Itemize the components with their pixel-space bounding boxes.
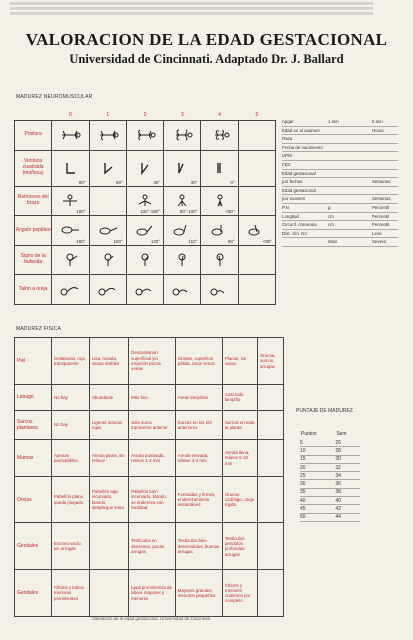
heel-ear-cell: [164, 275, 201, 305]
info-row: [282, 238, 398, 247]
arm-recoil-cell: [164, 186, 201, 216]
table-row: [300, 488, 360, 496]
puntaje-weeks: 26: [335, 439, 360, 447]
info-row: [282, 187, 398, 196]
row-label: Genitales: [15, 570, 52, 617]
table-cell: Pabellón bien incurvado, blando, se endereza con facilidad: [129, 476, 176, 523]
row-label: Piel: [15, 338, 52, 385]
table-cell: Mayores grandes, menores pequeños: [175, 570, 222, 617]
table-row: [15, 440, 284, 477]
angle-value: 110°: [188, 238, 198, 244]
arm-recoil-icon: [59, 194, 81, 208]
info-right: Percentil: [372, 204, 390, 210]
info-row: [282, 170, 398, 179]
table-cell: [257, 476, 283, 523]
table-cell: Sólo surco transverso anterior: [129, 411, 176, 440]
puntaje-points: 35: [300, 488, 335, 496]
table-cell: Testículos péndulos profundas arrugas: [222, 523, 257, 570]
table-cell: [257, 523, 283, 570]
table-cell: Gelatinosa, roja, transparente: [52, 338, 90, 385]
table-cell: Escroto vacío, sin arrugas: [52, 523, 90, 570]
wrist-angle-icon: [171, 161, 193, 175]
puntaje-points: 5: [300, 439, 335, 447]
heel-ear-cell: [52, 275, 89, 305]
scarf-cell: [201, 245, 238, 275]
table-cell: Gruesa, surcos, arrugas: [257, 338, 283, 385]
page-title: VALORACION DE LA EDAD GESTACIONAL: [25, 30, 388, 49]
info-right: Percentil: [372, 222, 390, 228]
info-left: Dist. clín. No: [282, 230, 307, 236]
puntaje-header: Puntos: [301, 430, 317, 437]
popliteal-cell: [126, 216, 163, 246]
puntaje-points: 25: [300, 472, 335, 480]
heel-to-ear-icon: [59, 283, 81, 297]
popliteal-cell: [164, 216, 201, 246]
table-row: [300, 455, 360, 463]
patient-info-panel: [282, 118, 398, 247]
table-row: [300, 472, 360, 480]
table-cell: Formadas y firmes, enderezamiento instantáneo: [175, 476, 222, 523]
posture-figure-icon: [134, 128, 156, 142]
puntaje-points: 45: [300, 505, 335, 513]
col-header: 1: [106, 112, 110, 118]
scarf-sign-icon: [59, 253, 81, 267]
table-cell: [257, 411, 283, 440]
table-cell: Placas, sin vasos: [222, 338, 257, 385]
wrist-cell: [52, 150, 89, 186]
puntaje-weeks: 30: [335, 455, 360, 463]
table-cell: Abundante: [89, 384, 128, 410]
table-cell: Areola punteada, relieve 1-2 mm: [129, 440, 176, 477]
info-left: UPM: [282, 153, 292, 159]
info-right: Horas: [372, 127, 384, 133]
puntaje-weeks: 44: [335, 513, 360, 521]
heel-to-ear-icon: [97, 283, 119, 297]
popliteal-cell: [238, 216, 275, 246]
info-row: [282, 230, 398, 239]
row-label: Retroceso del brazo: [15, 186, 52, 216]
table-row: [300, 513, 360, 521]
table-cell: [257, 570, 283, 617]
info-row: [282, 127, 398, 136]
info-mid: g: [328, 204, 331, 210]
info-right: 5 min: [372, 119, 383, 124]
info-left: Fecha de nacimiento: [282, 144, 323, 150]
info-left: Edad gestacional: [282, 170, 316, 176]
row-label: Surcos plantares: [15, 411, 52, 440]
empty-cell: [238, 245, 275, 275]
scarf-cell: [89, 245, 126, 275]
table-cell: Grueso cartílago, oreja rígida: [222, 476, 257, 523]
table-cell: Areas lampiñas: [175, 384, 222, 410]
puntaje-points: 50: [300, 513, 335, 521]
angle-value: 180°: [76, 209, 86, 215]
scarf-cell: [164, 245, 201, 275]
info-row: [282, 152, 398, 161]
info-row: [282, 204, 398, 213]
table-cell: Areola llena, relieve 5-10 mm: [222, 440, 257, 477]
popliteal-cell: [201, 216, 238, 246]
physical-label: MADUREZ FISICA: [16, 326, 62, 332]
puntaje-table: [300, 428, 360, 522]
info-right: Leve: [372, 230, 382, 236]
heel-ear-cell: [126, 275, 163, 305]
angle-value: 30°: [190, 179, 198, 185]
wrist-angle-icon: [97, 161, 119, 175]
table-cell: Igual prominencia de labios mayores y menores: [129, 570, 176, 617]
row-label: Mamas: [15, 440, 52, 477]
info-row: [282, 195, 398, 204]
arm-recoil-cell: [52, 186, 89, 216]
empty-cell: [238, 150, 275, 186]
info-right: Severa: [372, 239, 386, 245]
wrist-cell: [89, 150, 126, 186]
angle-value: 130°: [150, 238, 161, 244]
puntaje-weeks: 40: [335, 497, 360, 505]
heel-to-ear-icon: [171, 283, 193, 297]
heel-to-ear-icon: [209, 283, 231, 297]
table-cell: Surcos en toda la planta: [222, 411, 257, 440]
col-header: 3: [180, 112, 184, 118]
footer-caption: Valoración de la edad gestacional. Universidad de Cincinnati.: [92, 616, 212, 621]
puntaje-points: 30: [300, 480, 335, 488]
wrist-angle-icon: [59, 161, 81, 175]
posture-cell: [126, 121, 163, 151]
info-left: por examen: [282, 196, 306, 202]
table-cell: Más fino: [129, 384, 176, 410]
arm-recoil-icon: [171, 194, 193, 208]
row-label: Orejas: [15, 476, 52, 523]
table-cell: Clítoris y labios menores prominentes: [52, 570, 90, 617]
angle-value: <90°: [262, 238, 272, 244]
page-subtitle: Universidad de Cincinnati. Adaptado Dr. J. Ballard: [69, 52, 344, 66]
popliteal-angle-icon: [59, 223, 81, 237]
empty-cell: [238, 186, 275, 216]
posture-figure-icon: [97, 128, 119, 142]
puntaje-points: 40: [300, 497, 335, 505]
info-mid: Mod.: [328, 239, 338, 245]
posture-figure-icon: [59, 128, 81, 142]
puntaje-header: Sem: [336, 430, 347, 437]
table-row: [15, 384, 284, 410]
info-left: Edad en el examen: [282, 127, 320, 133]
popliteal-angle-icon: [171, 223, 193, 237]
info-row: [282, 118, 398, 127]
table-cell: Ligeras marcas rojas: [89, 411, 128, 440]
angle-value: 45°: [153, 179, 161, 185]
info-mid: 1 min: [328, 119, 339, 124]
col-header: 5: [255, 112, 259, 118]
table-row: [300, 480, 360, 488]
posture-figure-icon: [171, 128, 193, 142]
table-row: [15, 338, 284, 385]
info-row: [282, 178, 398, 187]
scarf-cell: [126, 245, 163, 275]
row-label: Ventana cuadrada (muñeca): [15, 150, 52, 186]
table-cell: Apenas perceptibles: [52, 440, 90, 477]
angle-value: <90°: [225, 209, 235, 215]
info-row: [282, 135, 398, 144]
table-row: [15, 570, 284, 617]
info-row: [282, 144, 398, 153]
arm-recoil-icon: [209, 194, 231, 208]
scarf-sign-icon: [209, 253, 231, 267]
puntaje-weeks: 38: [335, 488, 360, 496]
info-right: Semanas: [372, 179, 391, 185]
table-row: [300, 447, 360, 455]
info-left: Edad gestacional: [282, 187, 316, 193]
puntaje-points: 10: [300, 447, 335, 455]
angle-value: 90°: [227, 238, 235, 244]
table-cell: Clítoris y menores cubiertos por completo: [222, 570, 257, 617]
info-left: Raza: [282, 136, 293, 142]
row-label: Angulo poplíteo: [15, 216, 52, 246]
wrist-angle-icon: [134, 161, 156, 175]
arm-recoil-cell: [201, 186, 238, 216]
info-mid: cm: [328, 222, 334, 228]
angle-value: 90°-100°: [179, 209, 198, 215]
popliteal-cell: [52, 216, 89, 246]
table-row: [15, 523, 284, 570]
col-header: 0: [69, 112, 72, 118]
info-mid: cm: [328, 213, 334, 219]
posture-cell: [201, 121, 238, 151]
info-right: Semanas: [372, 196, 391, 202]
info-row: [282, 161, 398, 170]
angle-value: 60°: [116, 179, 123, 185]
table-cell: Areola elevada, relieve 3-4 mm: [175, 440, 222, 477]
scarf-sign-icon: [97, 253, 119, 267]
info-row: [282, 221, 398, 230]
wrist-cell: [126, 150, 163, 186]
table-cell: No hay: [52, 411, 90, 440]
scarf-cell: [52, 245, 89, 275]
physical-maturity-table: [14, 337, 284, 617]
table-row: [300, 505, 360, 513]
bleed-through-text: [0, 0, 413, 18]
row-label: Signo de la bufanda: [15, 245, 52, 275]
angle-value: 160°: [113, 238, 123, 244]
table-cell: Areola plana, sin relieve: [89, 440, 128, 477]
popliteal-angle-icon: [246, 223, 268, 237]
heel-ear-cell: [201, 275, 238, 305]
info-left: P.N.: [282, 204, 290, 210]
puntaje-weeks: 42: [335, 505, 360, 513]
wrist-angle-icon: [209, 161, 231, 175]
table-row: [300, 497, 360, 505]
empty-cell: [238, 275, 275, 305]
wrist-cell: [201, 150, 238, 186]
info-left: Circunf. craneana: [282, 222, 317, 228]
scarf-sign-icon: [171, 253, 193, 267]
table-cell: No hay: [52, 384, 90, 410]
puntaje-points: 20: [300, 463, 335, 471]
info-left: Apgar: [282, 119, 294, 124]
puntaje-weeks: 32: [335, 463, 360, 471]
table-cell: [89, 523, 128, 570]
empty-cell: [238, 121, 275, 151]
table-cell: Pabellón algo incurvado, blando, despliegue lento: [89, 476, 128, 523]
info-right: Percentil: [372, 213, 390, 219]
posture-figure-icon: [209, 128, 231, 142]
puntaje-weeks: 36: [335, 480, 360, 488]
table-row: [15, 411, 284, 440]
neuromuscular-label: MADUREZ NEUROMUSCULAR: [16, 94, 93, 100]
puntaje-weeks: 34: [335, 472, 360, 480]
row-label: Lanugo: [15, 384, 52, 410]
neuromuscular-table: [14, 110, 276, 305]
table-cell: [89, 570, 128, 617]
arm-recoil-icon: [134, 194, 156, 208]
info-left: FDC: [282, 161, 292, 167]
posture-cell: [52, 121, 89, 151]
heel-to-ear-icon: [134, 283, 156, 297]
table-cell: Casi todo lampiño: [222, 384, 257, 410]
puntaje-title: PUNTAJE DE MADUREZ: [296, 408, 353, 414]
col-header: 4: [218, 112, 221, 118]
puntaje-points: 15: [300, 455, 335, 463]
table-row: [300, 439, 360, 447]
popliteal-angle-icon: [97, 223, 119, 237]
corner-cell: [15, 110, 52, 121]
table-cell: Surcos en los 2/3 anteriores: [175, 411, 222, 440]
info-row: [282, 213, 398, 222]
posture-cell: [89, 121, 126, 151]
popliteal-angle-icon: [209, 223, 231, 237]
angle-value: 0°: [230, 179, 235, 185]
angle-value: 100°-180°: [140, 209, 161, 215]
table-cell: Testículos bien descendidos, buenas arrugas: [175, 523, 222, 570]
angle-value: 90°: [78, 179, 86, 185]
table-cell: [257, 384, 283, 410]
col-header: 2: [143, 112, 147, 118]
table-cell: Testículos en descenso, pocas arrugas: [129, 523, 176, 570]
table-cell: Pabellón plano queda plegado: [52, 476, 90, 523]
popliteal-cell: [89, 216, 126, 246]
table-cell: Lisa, rosada, venas visibles: [89, 338, 128, 385]
heel-ear-cell: [89, 275, 126, 305]
arm-recoil-cell: [126, 186, 163, 216]
scarf-sign-icon: [134, 253, 156, 267]
table-row: [300, 463, 360, 471]
row-label: Genitales: [15, 523, 52, 570]
wrist-cell: [164, 150, 201, 186]
table-row: [15, 476, 284, 523]
row-label: Talón a oreja: [15, 275, 52, 305]
empty-cell: [89, 186, 126, 216]
table-cell: Grietas, superficie pálida, raras venas: [175, 338, 222, 385]
table-cell: [257, 440, 283, 477]
puntaje-weeks: 28: [335, 447, 360, 455]
info-left: por fechas: [282, 179, 303, 185]
table-cell: Descamacion superficial y/o erupción pocas venas: [129, 338, 176, 385]
angle-value: 180°: [76, 238, 86, 244]
popliteal-angle-icon: [134, 223, 156, 237]
row-label: Postura: [15, 121, 52, 151]
posture-cell: [164, 121, 201, 151]
info-left: Longitud: [282, 213, 299, 219]
